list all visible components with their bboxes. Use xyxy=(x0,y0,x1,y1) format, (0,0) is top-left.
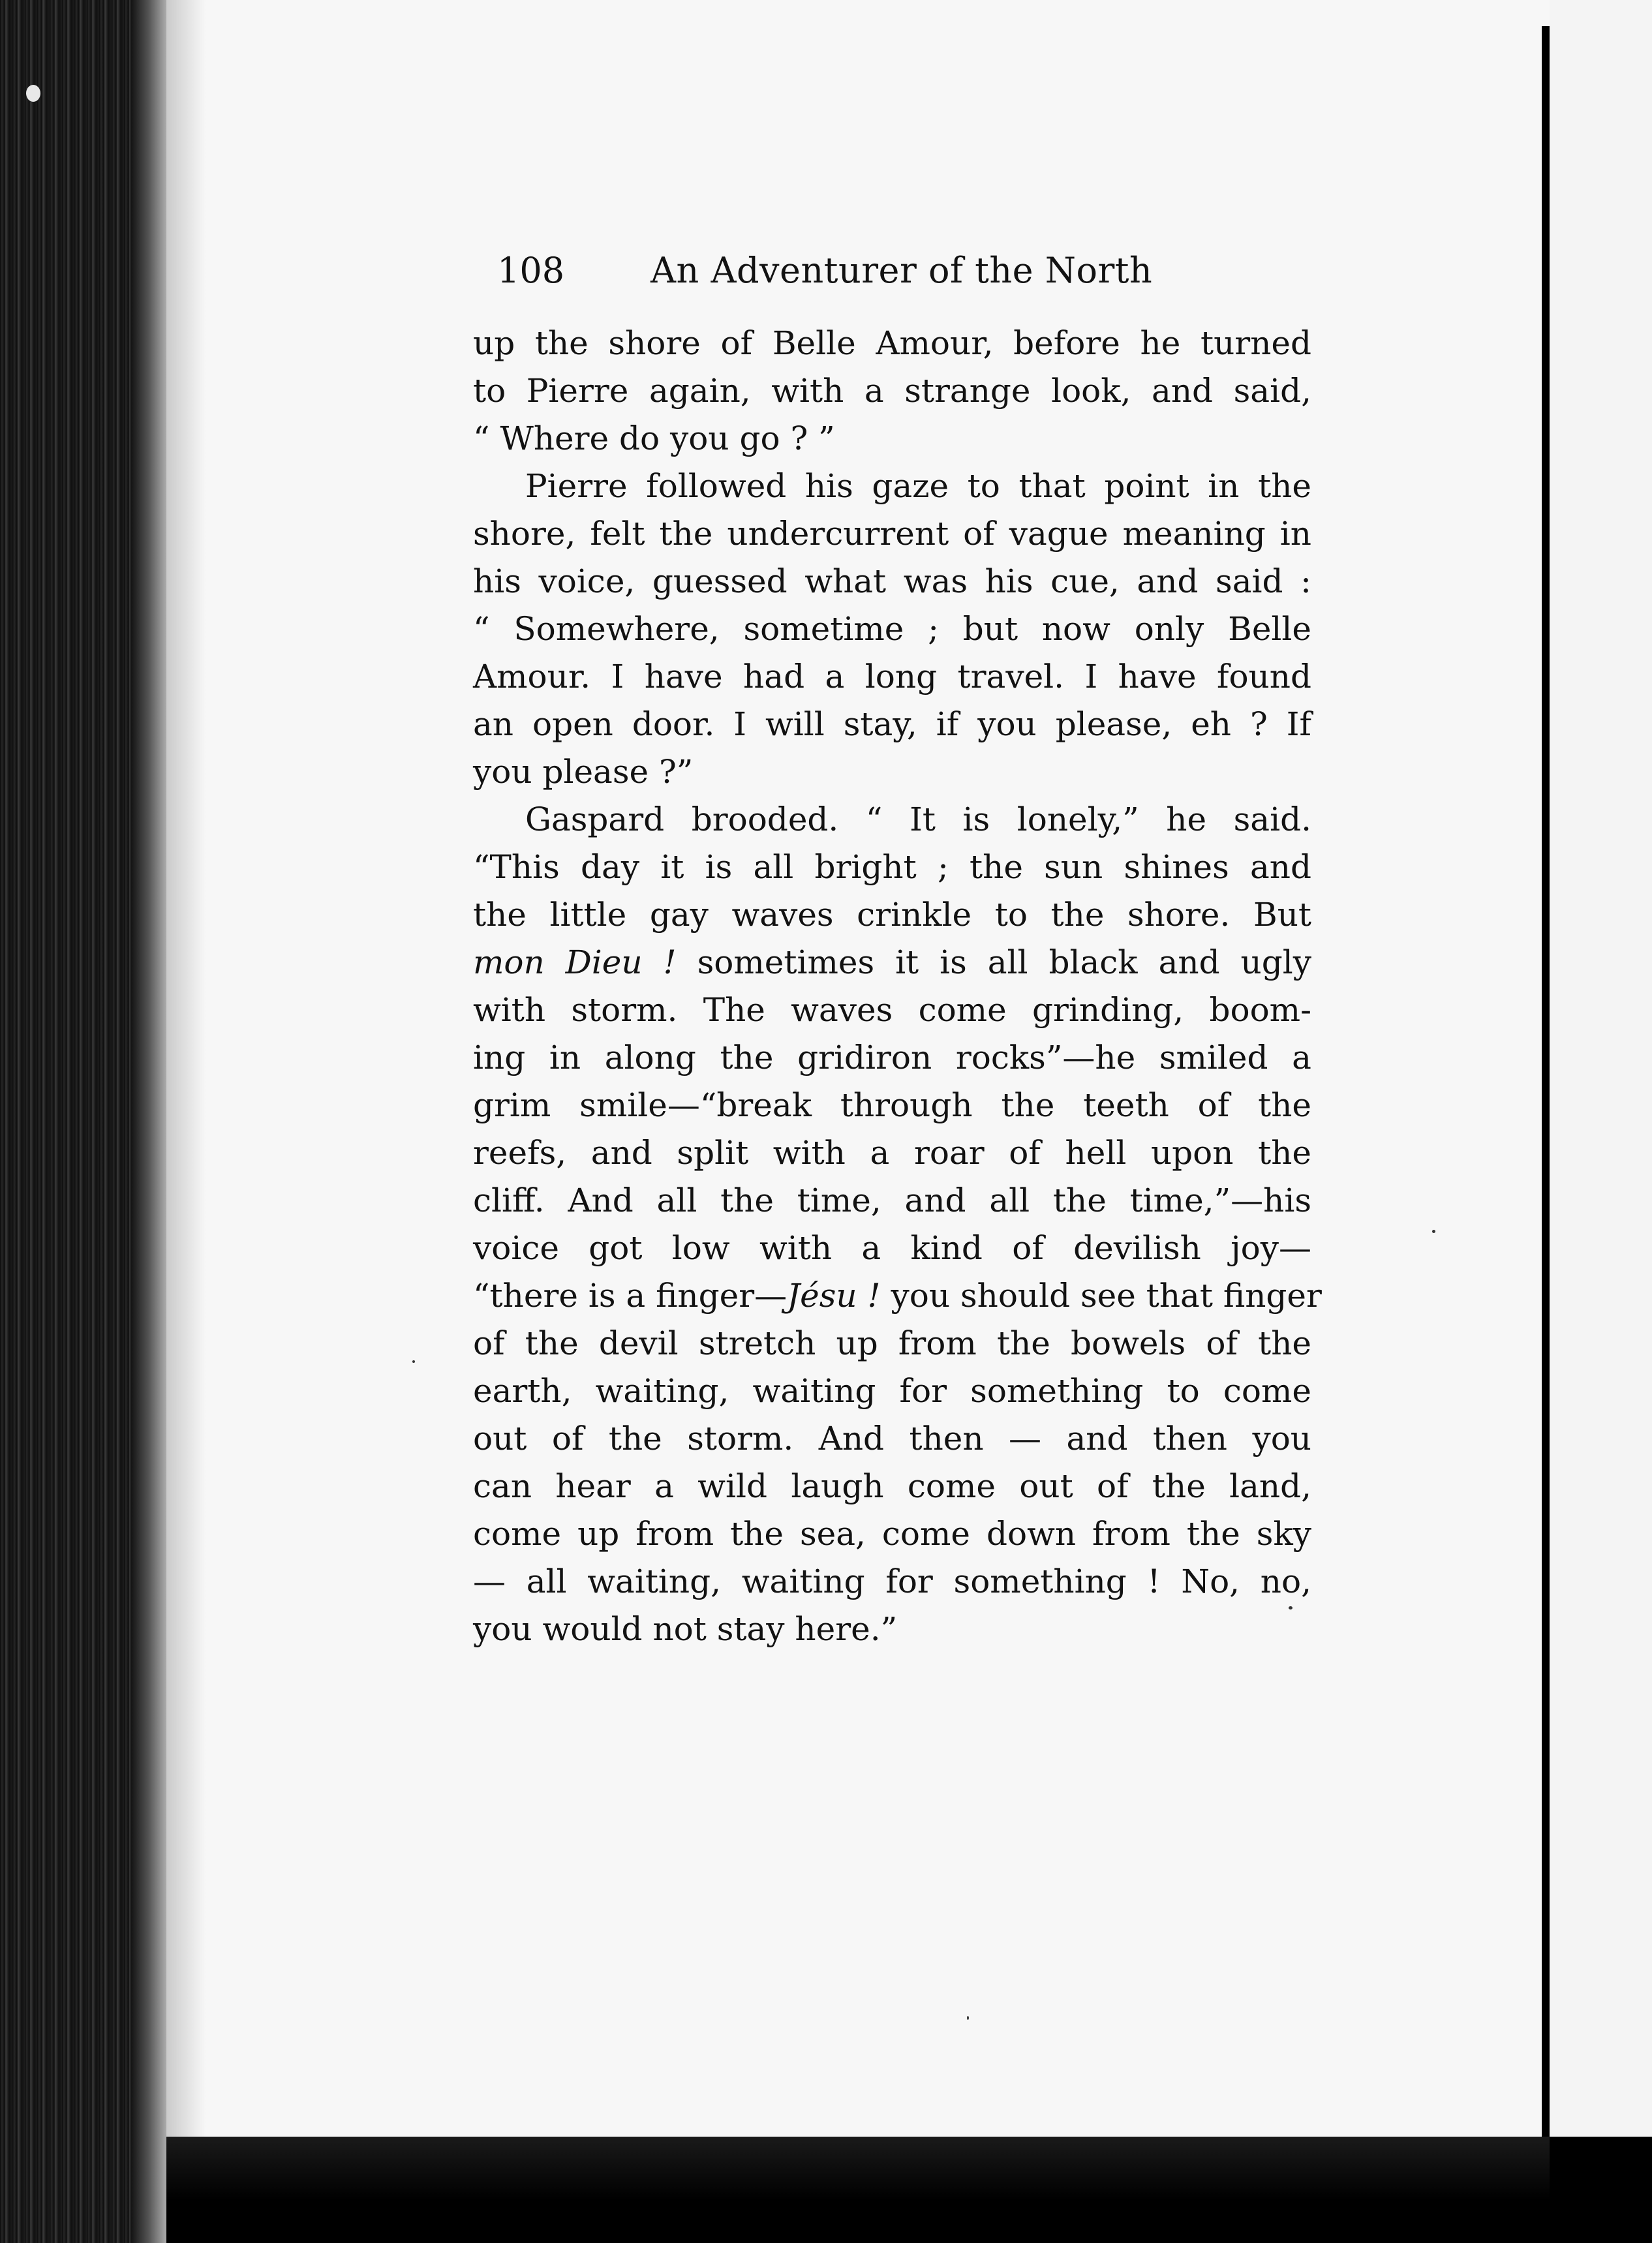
page-bottom-edge xyxy=(166,2137,1550,2243)
text-line: to Pierre again, with a strange look, and said, xyxy=(473,372,1311,410)
text-line: earth, waiting, waiting for something to come xyxy=(473,1372,1311,1410)
page-header xyxy=(497,241,1156,300)
text-line: can hear a wild laugh come out of the land, xyxy=(473,1467,1311,1505)
text-line xyxy=(473,1272,1322,1320)
page-number: 108 xyxy=(497,250,565,291)
text-run: “there is a finger— xyxy=(473,1277,788,1315)
text-line: grim smile—“break through the teeth of the xyxy=(473,1086,1311,1124)
text-line: Amour. I have had a long travel. I have found xyxy=(473,658,1311,695)
running-head: An Adventurer of the North xyxy=(650,250,1153,291)
text-line: reefs, and split with a roar of hell upon the xyxy=(473,1134,1311,1172)
text-line: the little gay waves crinkle to the shore. But xyxy=(473,896,1311,934)
italic-run: Jésu ! xyxy=(787,1277,881,1315)
text-line: of the devil stretch up from the bowels of the xyxy=(473,1324,1311,1362)
text-line: you please ?” xyxy=(473,753,694,791)
text-line: “This day it is all bright ; the sun shines and xyxy=(473,848,1311,886)
dust-speck xyxy=(412,1360,415,1363)
text-line xyxy=(473,939,1311,986)
text-line: Gaspard brooded. “ It is lonely,” he said. xyxy=(525,801,1311,838)
text-run: sometimes it is all black and ugly xyxy=(676,943,1311,981)
text-line: out of the storm. And then — and then you xyxy=(473,1420,1311,1457)
text-line: “ Where do you go ? ” xyxy=(473,420,835,457)
text-line: voice got low with a kind of devilish joy— xyxy=(473,1229,1311,1267)
dust-speck xyxy=(967,2016,969,2020)
adjacent-page xyxy=(1550,0,1652,2137)
text-line: come up from the sea, come down from the sky xyxy=(473,1515,1311,1553)
italic-run: mon Dieu ! xyxy=(473,943,677,981)
text-line: shore, felt the undercurrent of vague meaning in xyxy=(473,515,1311,553)
binding-speck xyxy=(26,85,40,102)
body-text xyxy=(473,320,1322,1653)
text-line: you would not stay here.” xyxy=(473,1610,898,1648)
text-run: you should see that finger xyxy=(880,1277,1322,1315)
text-line: — all waiting, waiting for something ! No, no, xyxy=(473,1563,1311,1600)
text-line: “ Somewhere, sometime ; but now only Belle xyxy=(473,610,1311,648)
gutter-shadow xyxy=(166,0,206,2137)
text-line: ing in along the gridiron rocks”—he smiled a xyxy=(473,1039,1311,1076)
text-line: his voice, guessed what was his cue, and said : xyxy=(473,562,1311,600)
page-divider xyxy=(1542,26,1550,2137)
text-line: cliff. And all the time, and all the time,”—his xyxy=(473,1182,1311,1219)
text-line: up the shore of Belle Amour, before he turned xyxy=(473,324,1311,362)
text-line: an open door. I will stay, if you please, eh ? If xyxy=(473,705,1311,743)
text-line: Pierre followed his gaze to that point in the xyxy=(525,467,1311,505)
text-line: with storm. The waves come grinding, boom- xyxy=(473,991,1311,1029)
dust-speck xyxy=(1432,1230,1435,1233)
